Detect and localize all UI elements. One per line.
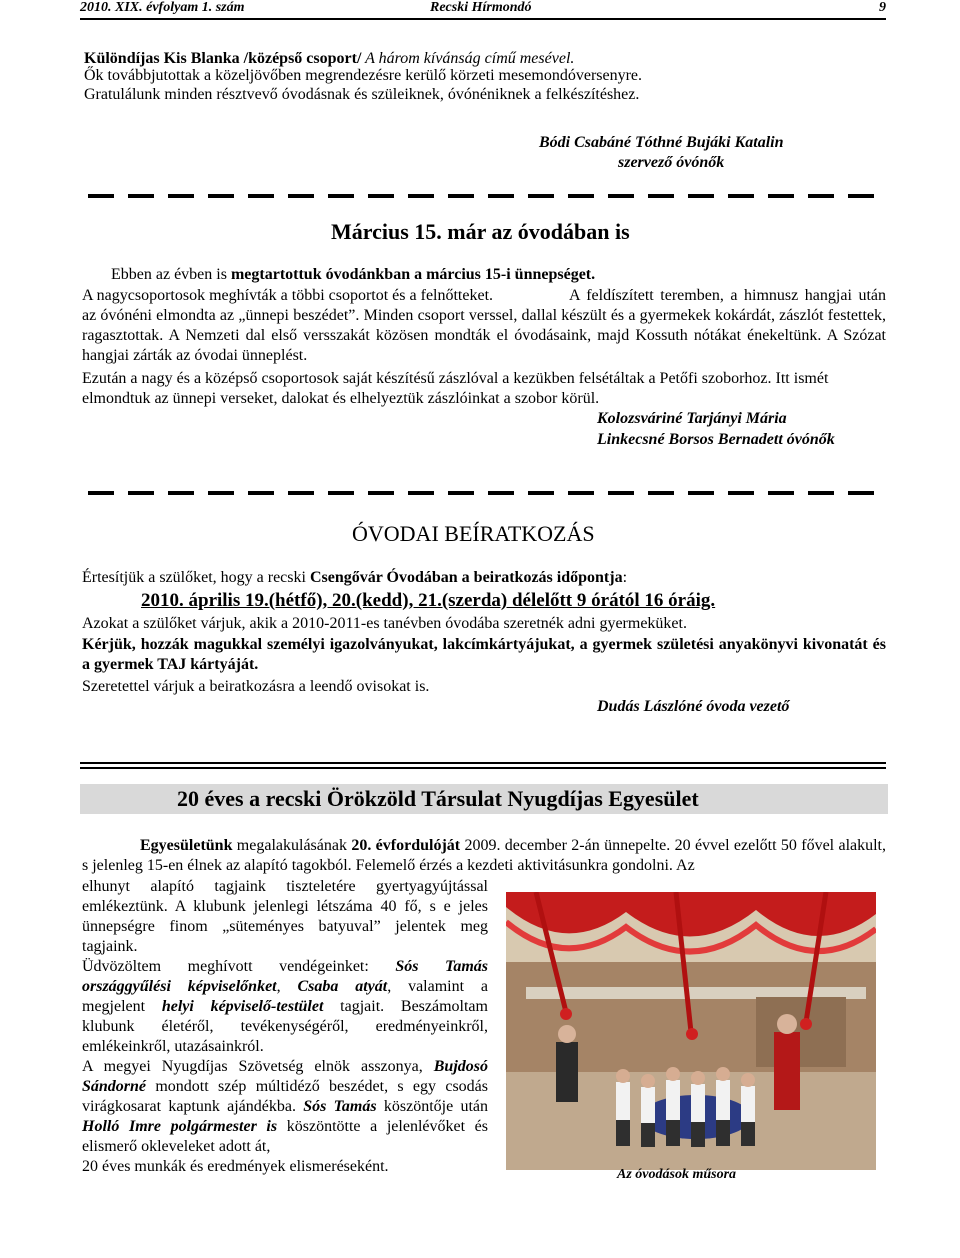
memorial-paragraph: elhunyt alapító tagjaink tiszteletére gyertyagyújtással emlékeztünk. A klubunk jelenlegi létszáma 40 fő, s e jeles ünnepségre finom „süteményes batyuval” jelentek meg tagjaink. [82, 878, 488, 955]
section-title-march15: Március 15. már az óvodában is [331, 219, 630, 244]
solid-divider [80, 762, 886, 764]
anniversary-intro: Egyesületünk megalakulásának 20. évfordulóját 2009. december 2-án ünnepelte. 20 évvel ezelőtt 50 fővel alakult, s jelenleg 15-en élnek az alapító tagokból. Felemelő érzés a kezdeti aktivitásunkra gondolni. Az [82, 837, 887, 874]
page-header [80, 0, 886, 20]
award-line: Különdíjas Kis Blanka /középső csoport/ A három kívánság című mesével. [84, 50, 575, 67]
enrollment-target: Azokat a szülőket várjuk, akik a 2010-2011-es tanévben óvodába szeretnék adni gyermeküket. [82, 615, 687, 632]
photo-caption: Az óvodások műsora [617, 1167, 737, 1182]
section-title-enrollment: ÓVODAI BEÍRATKOZÁS [352, 521, 595, 546]
anniversary-column [82, 877, 488, 1177]
enrollment-intro: Értesítjük a szülőket, hogy a recski Csengővár Óvodában a beiratkozás időpontja: [82, 569, 628, 586]
congrats-line: Gratulálunk minden résztvevő óvodásnak és szüleiknek, óvónéniknek a felkészítéshez. [84, 86, 640, 103]
enrollment-signature: Dudás Lászlóné óvoda vezető [597, 698, 790, 715]
advance-line: Ők továbbjutottak a közeljövőben megrendezésre kerülő körzeti mesemondóversenyre. [84, 67, 643, 84]
invite-line: A nagycsoportosok meghívták a többi csoportot és a felnőtteket. [82, 287, 494, 304]
signature-name-1: Kolozsváriné Tarjányi Mária [597, 410, 787, 427]
section-banner [80, 784, 888, 814]
signature-names: Bódi Csabáné Tóthné Bujáki Katalin [539, 134, 784, 151]
solid-divider [80, 767, 886, 769]
dashed-divider [80, 490, 886, 496]
signature-role: szervező óvónők [618, 154, 725, 171]
guests-paragraph: Üdvözöltem meghívott vendégeinket: Sós Tamás országgyűlési képviselőnket, Csaba atyát, valamint a megjelent helyi képviselő-testület tagjait. Beszámoltam klubunk életéről, tevékenységéről, eredményeinkről, emlékeinkről, utazásainkról. [82, 958, 489, 1055]
intro-line: Ebben az évben is megtartottuk óvodánkban a március 15-i ünnepséget. [111, 266, 596, 283]
signature-name-2: Linkecsné Borsos Bernadett óvónők [597, 431, 835, 448]
publication-title: Recski Hírmondó [430, 0, 532, 15]
closing-line: 20 éves munkák és eredmények elismeréseként. [82, 1158, 389, 1175]
event-photo [506, 892, 876, 1170]
enrollment-welcome: Szeretettel várjuk a beiratkozásra a leendő ovisokat is. [82, 678, 430, 695]
speeches-paragraph: A megyei Nyugdíjas Szövetség elnök asszonya, Bujdosó Sándorné mondott szép múltidéző beszédet, s egy csodás virágkosarat kaptunk ajándékba. Sós Tamás köszöntője után Holló Imre polgármester is köszöntötte a jelenlévőket és elismerő okleveleket adott át, [82, 1058, 488, 1155]
enrollment-documents: Kérjük, hozzák magukkal személyi igazolványukat, lakcímkártyájukat, a gyermek születési anyakönyvi kivonatát és a gyermek TAJ kártyáját. [82, 636, 886, 673]
dashed-divider [80, 193, 886, 199]
page-number: 9 [879, 0, 886, 15]
kindergarten-performance-photo [506, 892, 876, 1170]
celebration-paragraph: A feldíszített teremben, a himnusz hangjai után az óvónéni elmondta az „ünnepi beszédet”. Minden csoport verssel, dallal készült és a gyermekek kokárdát, zászlót festettek, ragasztottak. A Nemzeti dal első versszakát közösen mondták el óvodásaink, majd Kossuth nótákat énekeltünk. A Szózat hangjai zárták az óvodai ünneplést. [82, 287, 886, 364]
enrollment-date: 2010. április 19.(hétfő), 20.(kedd), 21.(szerda) délelőtt 9 órától 16 óráig. [141, 590, 716, 611]
issue-label: 2010. XIX. évfolyam 1. szám [80, 0, 245, 15]
statue-paragraph: Ezután a nagy és a középső csoportosok saját készítésű zászlóval a kezükben felsétáltak a Petőfi szoborhoz. Itt ismét elmondtuk az ünnepi verseket, dalokat és elhelyeztük zászlóinkat a szobor körül. [82, 370, 829, 407]
section-title-anniversary: 20 éves a recski Örökzöld Társulat Nyugdíjas Egyesület [177, 786, 699, 811]
